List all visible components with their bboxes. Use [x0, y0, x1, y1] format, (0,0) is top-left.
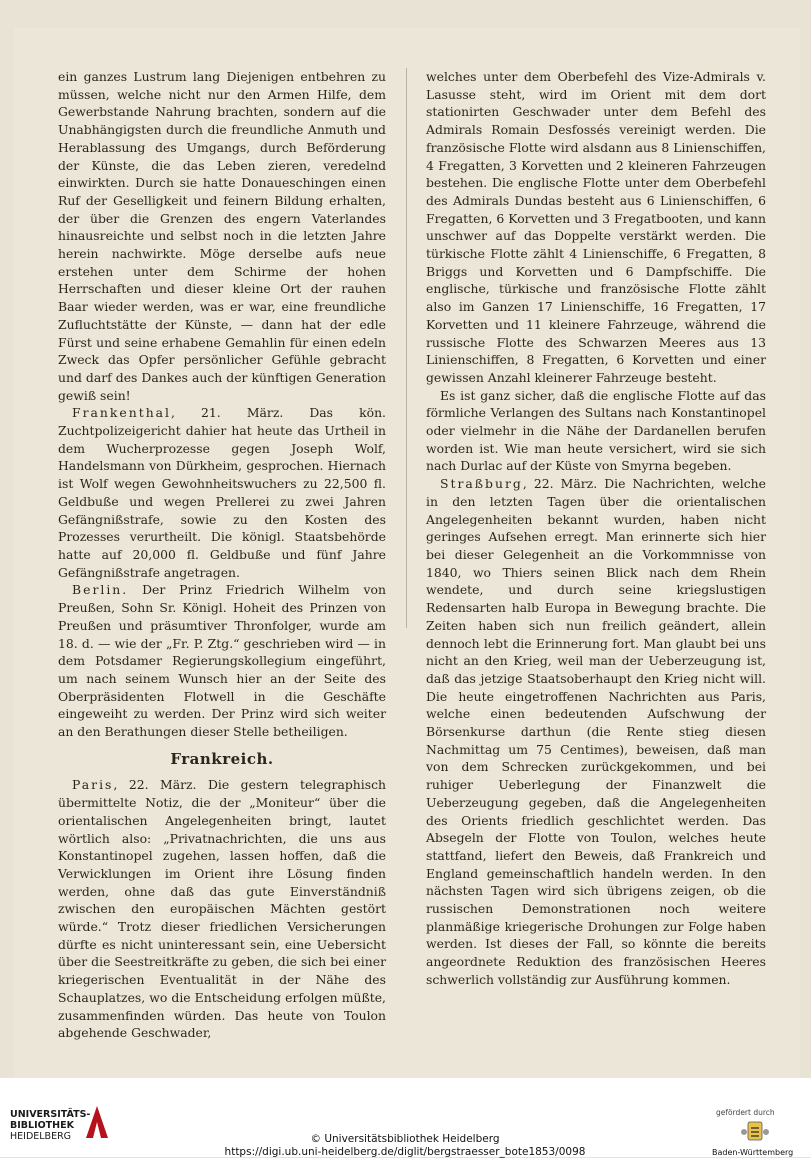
- library-name: [10, 1109, 90, 1142]
- berlin-text: Der Prinz Friedrich Wilhelm von Preußen, Sohn Sr. Königl. Hoheit des Prinzen von Preußen und präsumtiver Thronfolger, wurde am 18. d. — wie der „Fr. P. Ztg.“ geschrieben wird — in dem Potsdamer Regierungskollegium eingeführt, um nach seinem Wunsch hier an der Seite des Oberpräsidenten Flotwell in die Geschäfte eingeweiht zu werden. Der Prinz wird sich weiter an den Berathungen dieser Stelle betheiligen.: [58, 582, 386, 739]
- paris-article: [58, 776, 386, 1042]
- state-crest-icon: [740, 1120, 770, 1146]
- funder-name: Baden-Württemberg: [712, 1148, 793, 1157]
- dateline-strassburg: Straßburg: [440, 476, 523, 491]
- dateline-paris: Paris: [72, 777, 113, 792]
- footer-center: [200, 1133, 610, 1158]
- left-column: [58, 68, 386, 1042]
- strassburg-text: , 22. März. Die Nachrichten, welche in den letzten Tagen über die orientalischen Angelegenheiten bekannt wurden, haben nicht geringes Aufsehen erregt. Man erinnerte sich hier bei dieser Gelegenheit an die Vorkommnisse von 1840, wo Thiers seinen Blick nach dem Rhein wendete, und durch seine kriegslustigen Redensarten halb Europa in Bewegung brachte. Die Zeiten haben sich nun freilich geändert, allein dennoch lebt die Erinnerung fort. Man glaubt bei uns nicht an den Krieg, weil man der Ueberzeugung ist, daß das jetzige Staatsoberhaupt den Krieg nicht will. Die heute eingetroffenen Nachrichten aus Paris, welche einen bedeutenden Aufschwung der Börsenkurse darthun (die Rente stieg diesen Nachmittag um 75 Centimes), beweisen, daß man von dem Schrecken zurückgekommen, und bei ruhiger Ueberlegung der Finanzwelt die Ueberzeugung gegeben, daß die Angelegenheiten des Orients friedlich geschlichtet werden. Das Absegeln der Flotte von Toulon, welches heute stattfand, liefert den Beweis, daß Frankreich und England gemeinschaftlich handeln werden. In den nächsten Tagen wird sich übrigens zeigen, ob die russischen Demonstrationen noch weitere planmäßige kriegerische Drohungen zur Folge haben werden. Ist dieses der Fall, so könnte die bereits angeordnete Reduktion des französischen Heeres schwerlich vollständig zur Ausführung kommen.: [426, 476, 766, 987]
- right-paragraph-2: Es ist ganz sicher, daß die englische Flotte auf das förmliche Verlangen des Sultans nach Konstantinopel oder vielmehr in die Nähe der Dardanellen berufen worden ist. Wie man heute versichert, wird sie sich nach Durlac auf der Küste von Smyrna begeben.: [426, 387, 766, 476]
- source-url-link[interactable]: https://digi.ub.uni-heidelberg.de/diglit/bergstraesser_bote1853/0098: [200, 1146, 610, 1158]
- paris-text: , 22. März. Die gestern telegraphisch übermittelte Notiz, die der „Moniteur“ über die orientalischen Angelegenheiten bringt, lautet wörtlich also: „Privatnachrichten, die uns aus Konstantinopel zugehen, lassen hoffen, daß die Verwicklungen im Orient ihre Lösung finden werden, ohne daß das gute Einverständniß zwischen den europäischen Mächten gestört würde.“ Trotz dieser friedlichen Versicherungen dürfte es nicht uninteressant sein, eine Uebersicht über die Seestreitkräfte zu geben, die sich bei einer kriegerischen Eventualität in der Nähe des Schauplatzes, wo die Entscheidung erfolgen müßte, zusammenfinden würden. Das heute von Toulon abgehende Geschwader,: [58, 777, 386, 1040]
- library-name-line-2: BIBLIOTHEK: [10, 1120, 90, 1131]
- frankenthal-text: , 21. März. Das kön. Zuchtpolizeigericht dahier hat heute das Urtheil in dem Wucherprozesse gegen Joseph Wolf, Handelsmann von Dürkheim, gesprochen. Hiernach ist Wolf wegen Gewohnheitswuchers zu 22,500 fl. Geldbuße und wegen Prellerei zu zwei Jahren Gefängnißstrafe, sowie zu den Kosten des Prozesses verurtheilt. Die königl. Staatsbehörde hatte auf 20,000 fl. Geldbuße und fünf Jahre Gefängnißstrafe angetragen.: [58, 405, 386, 579]
- dateline-frankenthal: Frankenthal: [72, 405, 171, 420]
- column-divider: [406, 68, 407, 628]
- frankenthal-article: [58, 404, 386, 581]
- strassburg-article: [426, 475, 766, 988]
- right-paragraph-1: welches unter dem Oberbefehl des Vize-Admirals v. Lasusse steht, wird im Orient mit dem dort stationirten Geschwader unter dem Befehl des Admirals Romain Desfossés vereinigt werden. Die französische Flotte wird alsdann aus 8 Linienschiffen, 4 Fregatten, 3 Korvetten und 2 kleineren Fahrzeugen bestehen. Die englische Flotte unter dem Oberbefehl des Admirals Dundas besteht aus 6 Linienschiffen, 6 Fregatten, 6 Korvetten und 3 Fregatbooten, und kann unschwer auf das Doppelte verstärkt werden. Die türkische Flotte zählt 4 Linienschiffe, 6 Fregatten, 8 Briggs und Korvetten und 6 Dampfschiffe. Die englische, türkische und französische Flotte zählt also im Ganzen 17 Linienschiffe, 16 Fregatten, 17 Korvetten und 11 kleinere Fahrzeuge, während die russische Flotte des Schwarzen Meeres aus 13 Linienschiffen, 8 Fregatten, 6 Korvetten und einer gewissen Anzahl kleinerer Fahrzeuge besteht.: [426, 68, 766, 387]
- library-logo-icon: [86, 1106, 108, 1138]
- library-name-line-1: UNIVERSITÄTS-: [10, 1109, 90, 1120]
- copyright-text: © Universitätsbibliothek Heidelberg: [200, 1133, 610, 1146]
- funded-by-label: gefördert durch: [716, 1108, 775, 1117]
- newspaper-page: [14, 28, 800, 1078]
- right-column: [426, 68, 766, 989]
- section-title-frankreich: Frankreich.: [58, 751, 386, 769]
- left-paragraph-1: ein ganzes Lustrum lang Diejenigen entbehren zu müssen, welche nicht nur den Armen Hilfe, dem Gewerbstande Nahrung brachten, sondern auf die Unabhängigsten durch die freundliche Anmuth und Herablassung des Umgangs, durch Beförderung der Künste, die das Leben zieren, veredelnd einwirkten. Durch sie hatte Donaueschingen einen Ruf der Geselligkeit und feinern Bildung erhalten, der über die Grenzen des engern Vaterlandes hinausreichte und selbst noch in die letzten Jahre herein nachwirkte. Möge derselbe aufs neue erstehen unter dem Schirme der hohen Herrschaften und dieser kleine Ort der rauhen Baar wieder werden, was er war, eine freundliche Zufluchtstätte der Künste, — dann hat der edle Fürst und seine erhabene Gemahlin für einen edeln Zweck das Opfer persönlicher Gefühle gebracht und darf des Dankes auch der künftigen Generation gewiß sein!: [58, 68, 386, 404]
- dateline-berlin: Berlin.: [72, 582, 128, 597]
- library-name-line-3: HEIDELBERG: [10, 1131, 90, 1142]
- berlin-article: [58, 581, 386, 740]
- footer-bar: [0, 1078, 811, 1157]
